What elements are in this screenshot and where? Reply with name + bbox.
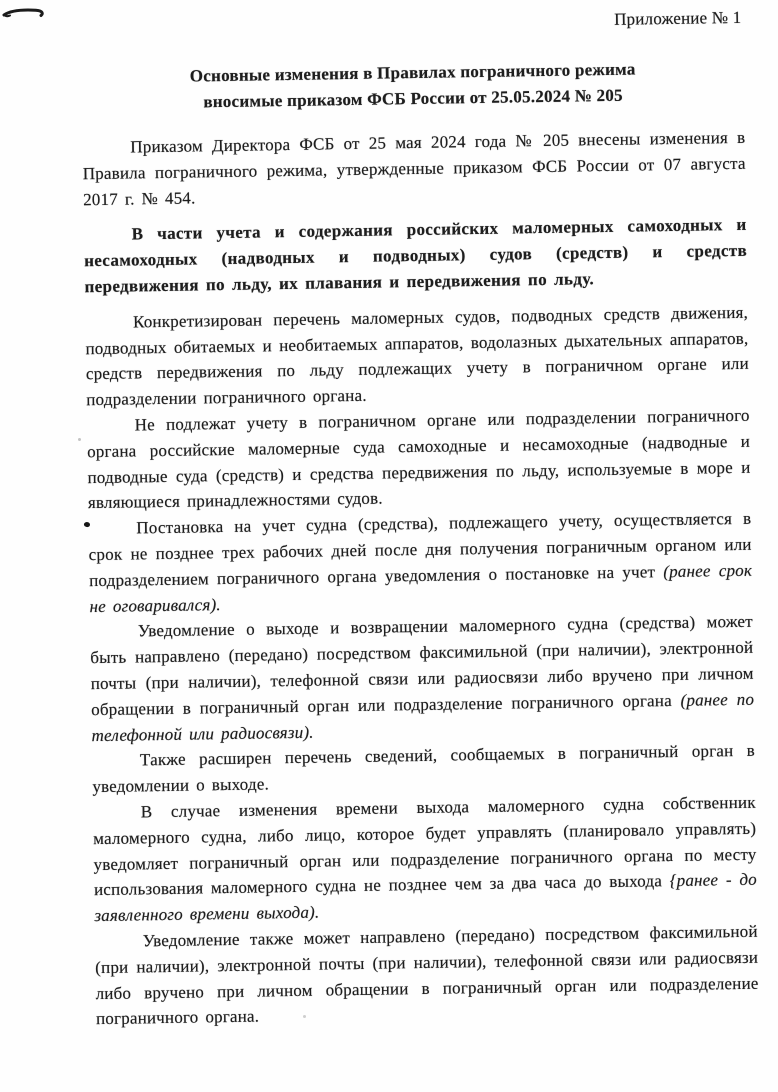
paragraph-text: Приказом Директора ФСБ от 25 мая 2024 года № 205 внесены изменения в Правила пограничного режима, утвержденные приказом ФСБ России от 07 августа 2017 г. № 454. (82, 127, 746, 209)
paragraph-italic-note: {ранее - до заявленного времени выхода). (94, 870, 758, 926)
paragraph-italic-note: (ранее по телефонной или радиосвязи). (91, 689, 755, 745)
paragraph-text: Не подлежат учету в пограничном органе или подразделении пограничного органа российские маломерные суда самоходные и несамоходные (надводные и подводные суда (средств) и средства передвижения по льду, используемые в море и являющиеся принадлежностями судов. (86, 405, 751, 513)
paragraph (95, 919, 760, 1033)
paragraph-italic-note: (ранее срок не оговаривался). (89, 560, 753, 616)
document-content (80, 5, 759, 1032)
paragraph-text: Уведомление также может направлено (передано) посредством факсимильной (при наличии), электронной почты (при наличии), телефонной связи или радиосвязи либо вручено при личном обращении в пограничный орган или подразделение пограничного органа. (95, 921, 759, 1029)
paragraph (86, 403, 751, 517)
paragraph-text: Конкретизирован перечень маломерных судов, подводных средств движения, подводных обитаемых и необитаемых аппаратов, водолазных дыхательных аппаратов, средств передвижения по льду подлежащих учету в пограничном органе или подразделении пограничного органа. (85, 302, 749, 410)
paragraph-text: В части учета и содержания российских маломерных самоходных и несамоходных (надводных и подводных) судов (средств) и средств передвижения по льду, их плавания и передвижения по льду. (83, 215, 748, 297)
pen-stroke-artifact (2, 4, 50, 22)
paragraph-text: Также расширен перечень сведений, сообщаемых в пограничный орган в уведомлении о выходе. (92, 741, 756, 797)
document-title-line2: вносимые приказом ФСБ России от 25.05.2024 № 205 (203, 85, 623, 112)
paragraph-text: В случае изменения времени выхода маломерного судна собственник маломерного судна, либо лицо, которое будет управлять (планировало управлять) уведомляет пограничный орган или подразделение пограничного органа по месту использования маломерного судна не позднее чем за два часа до выхода (93, 792, 757, 900)
paragraph (88, 506, 753, 620)
document-body (82, 125, 759, 1032)
paragraph (93, 790, 758, 929)
document-title (81, 55, 745, 117)
scan-speck-artifact (78, 438, 81, 441)
paragraph-text: Постановка на учет судна (средства), подлежащего учету, осуществляется в срок не позднее трех рабочих дней после дня получения пограничным органом или подразделением пограничного органа уведомления о постановке на учет (88, 508, 752, 590)
paragraph (82, 125, 746, 213)
paragraph (90, 609, 755, 748)
paragraph (84, 212, 748, 300)
paragraph-text: Уведомление о выходе и возвращении маломерного судна (средства) может быть направлено (передано) посредством факсимильной (при наличии), электронной почты (при наличии), телефонной связи или радиосвязи либо вручено при личном обращении в пограничный орган или подразделение пограничного органа (90, 612, 754, 719)
annex-label: Приложение № 1 (613, 7, 742, 29)
paragraph (85, 300, 750, 414)
document-title-line1: Основные изменения в Правилах пограничного режима (189, 59, 636, 86)
